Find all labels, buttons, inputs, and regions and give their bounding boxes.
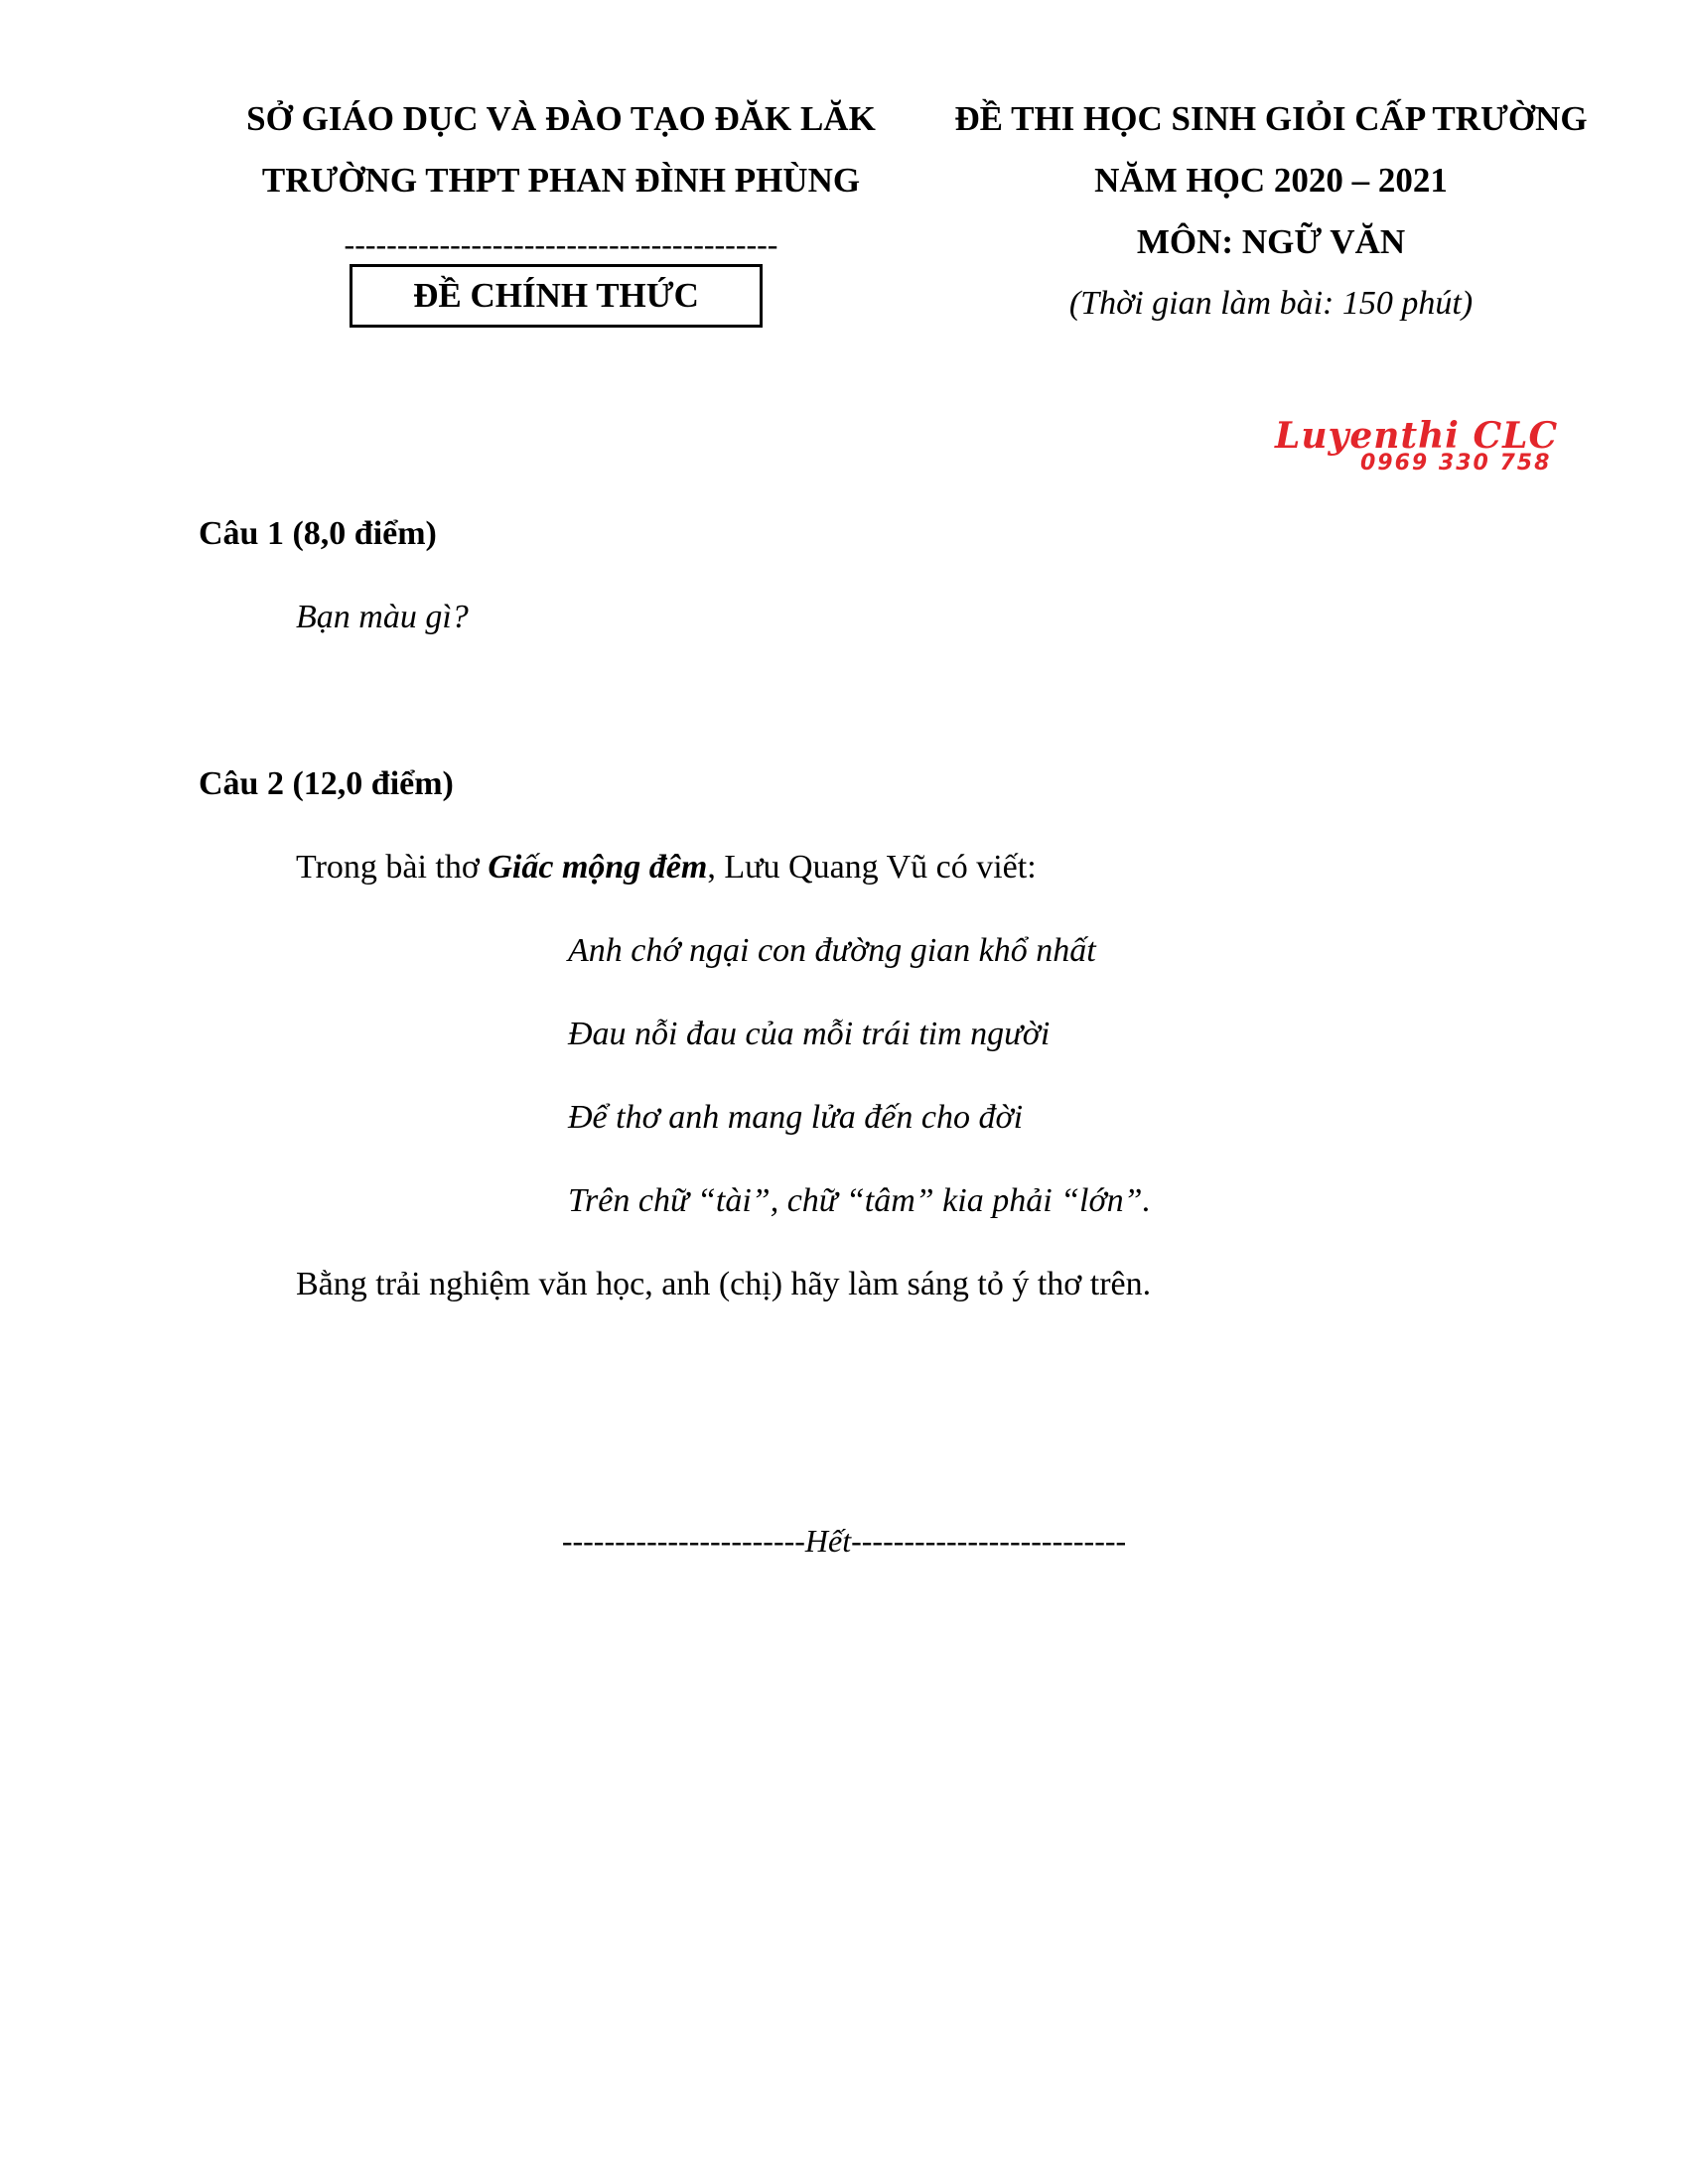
subject-label: MÔN: NGỮ VĂN	[1136, 222, 1406, 261]
header-separator: -----------------------------------------	[344, 226, 778, 262]
poem-line-2: Đau nỗi đau của mỗi trái tim người	[568, 1016, 1051, 1052]
official-exam-label: ĐỀ CHÍNH THỨC	[350, 264, 763, 328]
end-dashes-right: --------------------------	[851, 1523, 1127, 1559]
question-2-task: Bằng trải nghiệm văn học, anh (chị) hãy làm sáng tỏ ý thơ trên.	[296, 1266, 1152, 1302]
poem-line-3: Để thơ anh mang lửa đến cho đời	[568, 1099, 1024, 1136]
question-2-intro	[296, 846, 1037, 889]
department-name: SỞ GIÁO DỤC VÀ ĐÀO TẠO ĐĂK LĂK	[246, 99, 876, 138]
watermark-logo	[1253, 415, 1581, 484]
watermark-name: Luyenthi CLC	[1275, 415, 1559, 457]
school-year: NĂM HỌC 2020 – 2021	[1094, 161, 1448, 200]
watermark-phone: 0969 330 758	[1360, 451, 1552, 476]
intro-text-after: , Lưu Quang Vũ có viết:	[707, 849, 1037, 886]
question-1-prompt: Bạn màu gì?	[296, 599, 469, 635]
question-2-title: Câu 2 (12,0 điểm)	[199, 765, 454, 802]
end-of-exam-marker	[0, 1519, 1688, 1563]
poem-line-4: Trên chữ “tài”, chữ “tâm” kia phải “lớn”.	[568, 1182, 1152, 1219]
exam-title: ĐỀ THI HỌC SINH GIỎI CẤP TRƯỜNG	[954, 99, 1588, 138]
school-name: TRƯỜNG THPT PHAN ĐÌNH PHÙNG	[261, 161, 861, 200]
end-word: Hết	[804, 1523, 852, 1559]
poem-title: Giấc mộng đêm	[488, 849, 708, 886]
time-note: (Thời gian làm bài: 150 phút)	[1068, 285, 1474, 322]
intro-text-before: Trong bài thơ	[296, 849, 489, 886]
end-dashes-left: -----------------------	[561, 1523, 805, 1559]
question-1-title: Câu 1 (8,0 điểm)	[199, 515, 437, 552]
poem-line-1: Anh chớ ngại con đường gian khổ nhất	[568, 932, 1096, 969]
